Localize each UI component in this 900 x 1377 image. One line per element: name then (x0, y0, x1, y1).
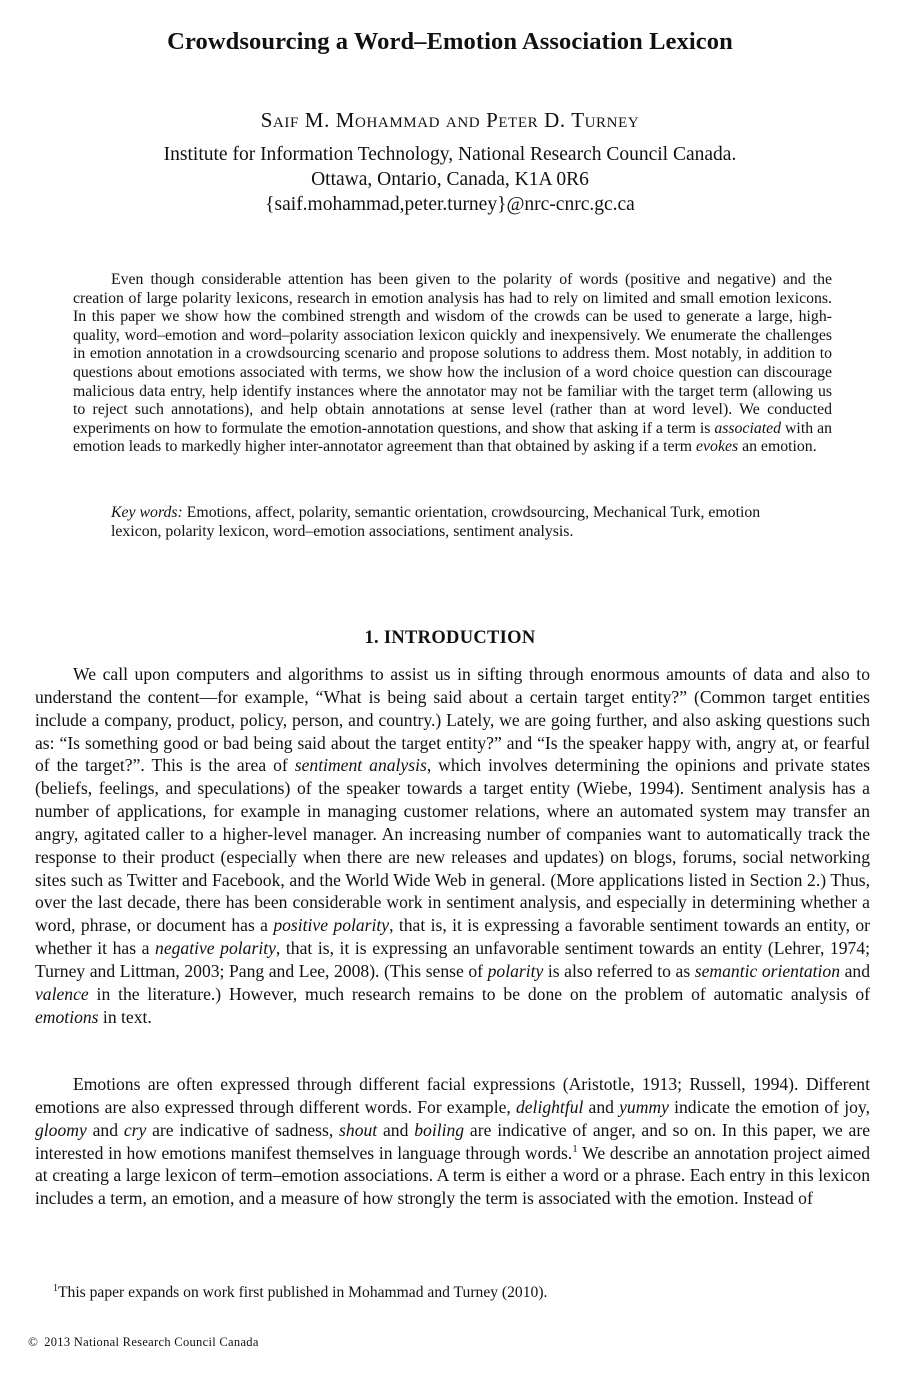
para-emphasis: emotions (35, 1006, 99, 1027)
abstract-emphasis: evokes (696, 438, 739, 456)
copyright-notice (28, 1334, 259, 1350)
para-text: We describe an annotation project aimed at creating a large lexicon of term–emotion associations. A term is either a word or a phrase. Each entry in this lexicon includes a term, an emotion, and a measure of how strongly the term is associated with the emotion. Instead of (35, 1142, 870, 1209)
para-text: We call upon computers and algorithms to assist us in sifting through enormous amounts of data and also to understand the content—for example, “What is being said about a certain target entity?” (Common target entities include a company, product, policy, person, and country.) Lately, we are going further, and also asking questions such as: “Is something good or bad being said about the target entity?” and “Is the speaker happy with, angry at, or fearful of the target?”. This is the area of (35, 664, 870, 776)
footnote (53, 1284, 547, 1302)
para-emphasis: polarity (487, 960, 544, 981)
copyright-text: 2013 National Research Council Canada (44, 1335, 259, 1349)
para-emphasis: sentiment analysis (294, 755, 427, 776)
section-heading-introduction: 1. INTRODUCTION (364, 628, 536, 648)
para-text: and (86, 1119, 124, 1140)
keywords-label: Key words: (111, 504, 183, 521)
footnote-mark: 1 (53, 1282, 58, 1294)
copyright-icon: © (28, 1334, 39, 1349)
para-emphasis: semantic orientation (694, 960, 841, 981)
para-emphasis: negative polarity (155, 938, 276, 959)
para-text: and (583, 1096, 620, 1117)
abstract-text: an emotion. (738, 438, 817, 456)
para-emphasis: boiling (414, 1119, 465, 1140)
keywords (111, 504, 801, 541)
para-emphasis: valence (35, 983, 89, 1004)
abstract-emphasis: associated (714, 419, 782, 437)
para-emphasis: shout (339, 1119, 378, 1140)
paper-title: Crowdsourcing a Word–Emotion Association Lexicon (167, 28, 733, 55)
body-paragraph (35, 663, 870, 1029)
footnote-text: This paper expands on work first published in Mohammad and Turney (2010). (58, 1284, 548, 1301)
affiliation-institute: Institute for Information Technology, National Research Council Canada. (163, 144, 737, 165)
abstract (73, 271, 832, 457)
para-emphasis: delightful (515, 1096, 584, 1117)
para-emphasis: yummy (619, 1096, 669, 1117)
footnote-reference[interactable]: 1 (572, 1142, 578, 1155)
para-text: Emotions are often expressed through different facial expressions (Aristotle, 1913; Russell, 1994). Different emotions are also expressed through different words. For example, (35, 1074, 870, 1117)
para-emphasis: positive polarity (273, 915, 390, 936)
keywords-text: Emotions, affect, polarity, semantic orientation, crowdsourcing, Mechanical Turk, emotion lexicon, polarity lexicon, word–emotion associations, sentiment analysis. (111, 504, 761, 540)
para-emphasis: gloomy (35, 1119, 87, 1140)
abstract-text: with an emotion leads to markedly higher inter-annotator agreement than that obtained by asking if a term (73, 419, 832, 456)
para-text: is also referred to as (543, 960, 695, 981)
para-text: and (840, 960, 870, 981)
para-text: are indicative of sadness, (146, 1119, 340, 1140)
para-text: indicate the emotion of joy, (668, 1096, 870, 1117)
affiliation-email: {saif.mohammad,peter.turney}@nrc-cnrc.gc.ca (265, 194, 635, 215)
para-text: are indicative of anger, and so on. In this paper, we are interested in how emotions manifest themselves in language through words. (35, 1119, 871, 1163)
affiliation-address: Ottawa, Ontario, Canada, K1A 0R6 (311, 169, 589, 190)
para-text: and (377, 1119, 415, 1140)
para-text: , that is, it is expressing a favorable sentiment towards an entity, or whether it has a (35, 915, 870, 959)
para-text: in text. (98, 1006, 152, 1027)
body-paragraph (35, 1073, 870, 1210)
para-text: , which involves determining the opinions and private states (beliefs, feelings, and speculations) of the speaker towards a target entity (Wiebe, 1994). Sentiment analysis has a number of applications, for example in managing customer relations, where an automated system may transfer an angry, agitated caller to a higher-level manager. An increasing number of companies want to automatically track the response to their product (especially when there are new releases and updates) on blogs, forums, social networking sites such as Twitter and Facebook, and the World Wide Web in general. (More applications listed in Section 2.) Thus, over the last decade, there has been considerable work in sentiment analysis, and especially in determining whether a word, phrase, or document has a (35, 755, 870, 936)
para-text: in the literature.) However, much research remains to be done on the problem of automatic analysis of (88, 983, 870, 1004)
paper-authors: Saif M. Mohammad and Peter D. Turney (260, 108, 640, 132)
abstract-text: Even though considerable attention has been given to the polarity of words (positive and negative) and the creation of large polarity lexicons, research in emotion analysis has had to rely on limited and small emotion lexicons. In this paper we show how the combined strength and wisdom of the crowds can be used to generate a large, high-quality, word–emotion and word–polarity association lexicon quickly and inexpensively. We enumerate the challenges in emotion annotation in a crowdsourcing scenario and propose solutions to address them. Most notably, in addition to questions about emotions associated with terms, we show how the inclusion of a word choice question can discourage malicious data entry, help identify instances where the annotator may not be familiar with the target term (allowing us to reject such annotations), and help obtain annotations at sense level (rather than at word level). We conducted experiments on how to formulate the emotion-annotation questions, and show that asking if a term is (73, 271, 832, 437)
para-emphasis: cry (123, 1119, 147, 1140)
para-text: , that is, it is expressing an unfavorable sentiment towards an entity (Lehrer, 1974; Turney and Littman, 2003; Pang and Lee, 2008). (This sense of (35, 938, 871, 981)
